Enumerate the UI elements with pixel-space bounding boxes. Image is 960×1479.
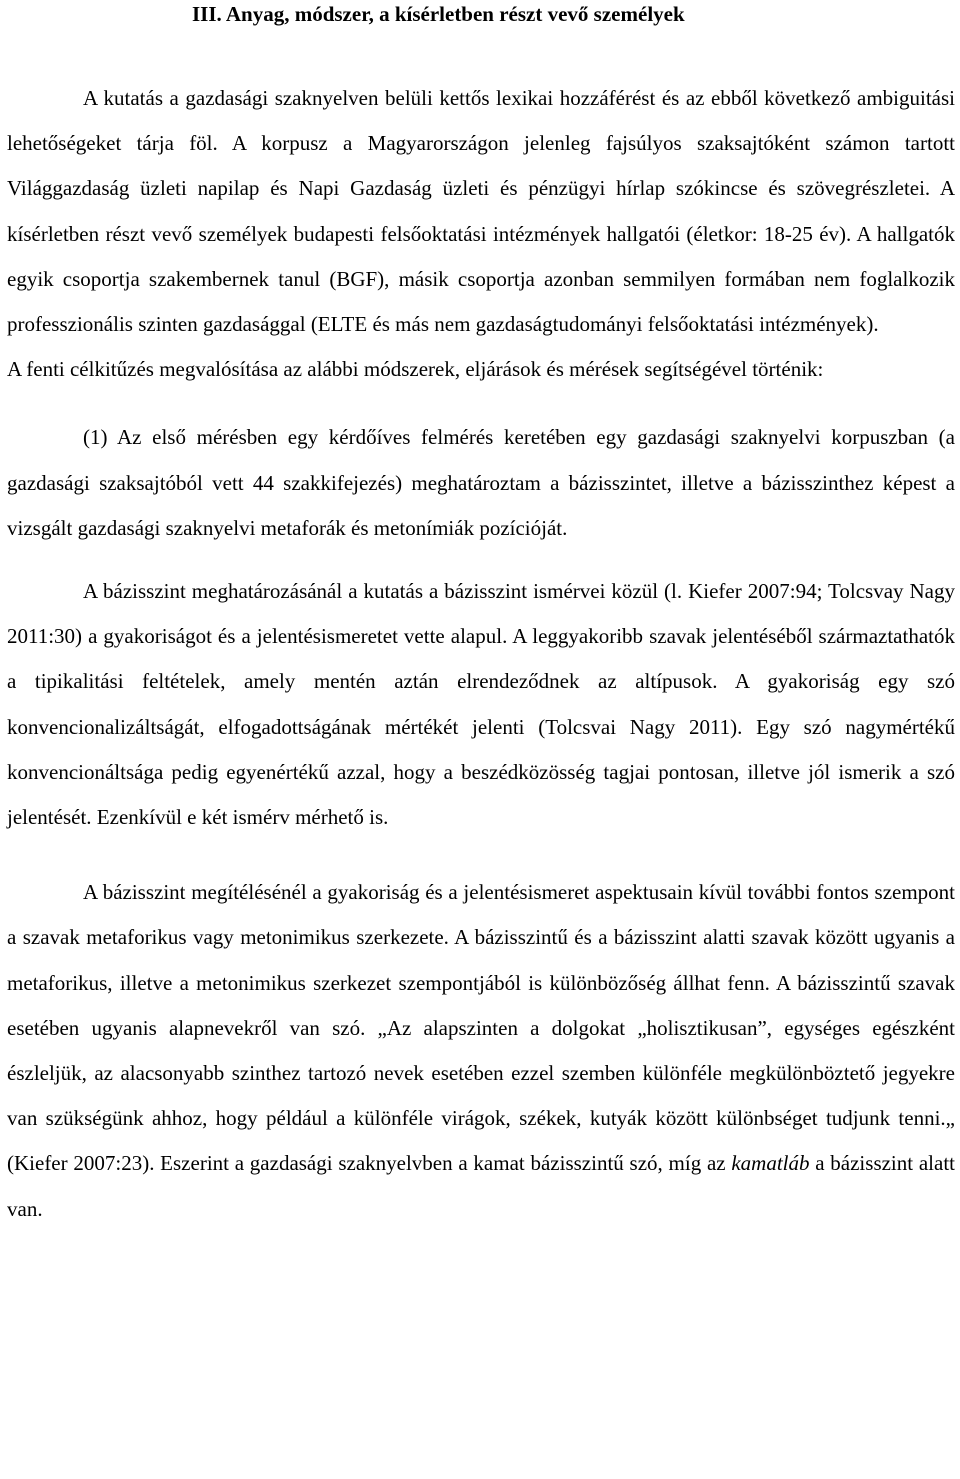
spacer bbox=[7, 28, 955, 76]
spacer bbox=[7, 551, 955, 569]
spacer bbox=[7, 392, 955, 415]
document-page bbox=[7, 0, 955, 1232]
paragraph-first-measurement: (1) Az első mérésben egy kérdőíves felmérés keretében egy gazdasági szaknyelvi korpuszban (a gazdasági szaksajtóból vett 44 szakkifejezés) meghatároztam a bázisszintet, illetve a bázisszinthez képest a vizsgált gazdasági szaknyelvi metaforák és metonímiák pozícióját. bbox=[7, 425, 955, 540]
section-heading: III. Anyag, módszer, a kísérletben részt vevő személyek bbox=[192, 2, 685, 26]
paragraph-metaphor-metonymy bbox=[7, 870, 955, 1232]
paragraph-methods-intro: A fenti célkitűzés megvalósítása az alábbi módszerek, eljárások és mérések segítségével történik: bbox=[7, 357, 824, 382]
paragraph-basic-level: A bázisszint meghatározásánál a kutatás a bázisszint ismérvei közül (l. Kiefer 2007:94; Tolcsvay Nagy 2011:30) a gyakoriságot és a jelentésismeretet vette alapul. A leggyakoribb szavak jelentéséből származtathatók a tipikalitási feltételek, amely mentén aztán elrendeződnek az altípusok. A gyakoriság egy szó konvencionalizáltságát, elfogadottságának mértékét jelenti (Tolcsvai Nagy 2011). Egy szó nagymértékű konvencionáltsága pedig egyenértékű azzal, hogy a beszédközösség tagjai pontosan, illetve jól ismerik a szó jelentését. Ezenkívül e két ismérv mérhető is. bbox=[7, 579, 955, 830]
paragraph-text: a bázisszint alatt van. bbox=[7, 1151, 955, 1221]
paragraph-corpus: A kutatás a gazdasági szaknyelven belüli kettős lexikai hozzáférést és az ebből következő ambiguitási lehetőségeket tárja föl. A korpusz a Magyarországon jelenleg fajsúlyos szaksajtóként számon tartott Világgazdaság üzleti napilap és Napi Gazdaság üzleti és pénzügyi hírlap szókincse és szövegrészletei. A kísérletben részt vevő személyek budapesti felsőoktatási intézmények hallgatói (életkor: 18-25 év). A hallgatók egyik csoportja szakembernek tanul (BGF), másik csoportja azonban semmilyen formában nem foglalkozik professzionális szinten gazdasággal (ELTE és más nem gazdaságtudományi felsőoktatási intézmények). bbox=[7, 86, 955, 337]
italic-term: kamatláb bbox=[731, 1151, 810, 1176]
paragraph-text: A bázisszint megítélésénél a gyakoriság és a jelentésismeret aspektusain kívül további fontos szempont a szavak metaforikus vagy metonimikus szerkezete. A bázisszintű és a bázisszint alatti szavak között ugyanis a metaforikus, illetve a metonimikus szerkezet szempontjából is különbözőség állhat fenn. A bázisszintű szavak esetében ugyanis alapnevekről van szó. „Az alapszinten a dolgokat „holisztikusan”, egységes egészként észleljük, az alacsonyabb szinthez tartozó nevek esetében ezzel szemben különféle megkülönböztető jegyekre van szükségünk ahhoz, hogy például a különféle virágok, székek, kutyák között különbséget tudjunk tenni.„ (Kiefer 2007:23). Eszerint a gazdasági szaknyelvben a kamat bázisszintű szó, míg az bbox=[7, 880, 955, 1176]
spacer bbox=[7, 840, 955, 870]
